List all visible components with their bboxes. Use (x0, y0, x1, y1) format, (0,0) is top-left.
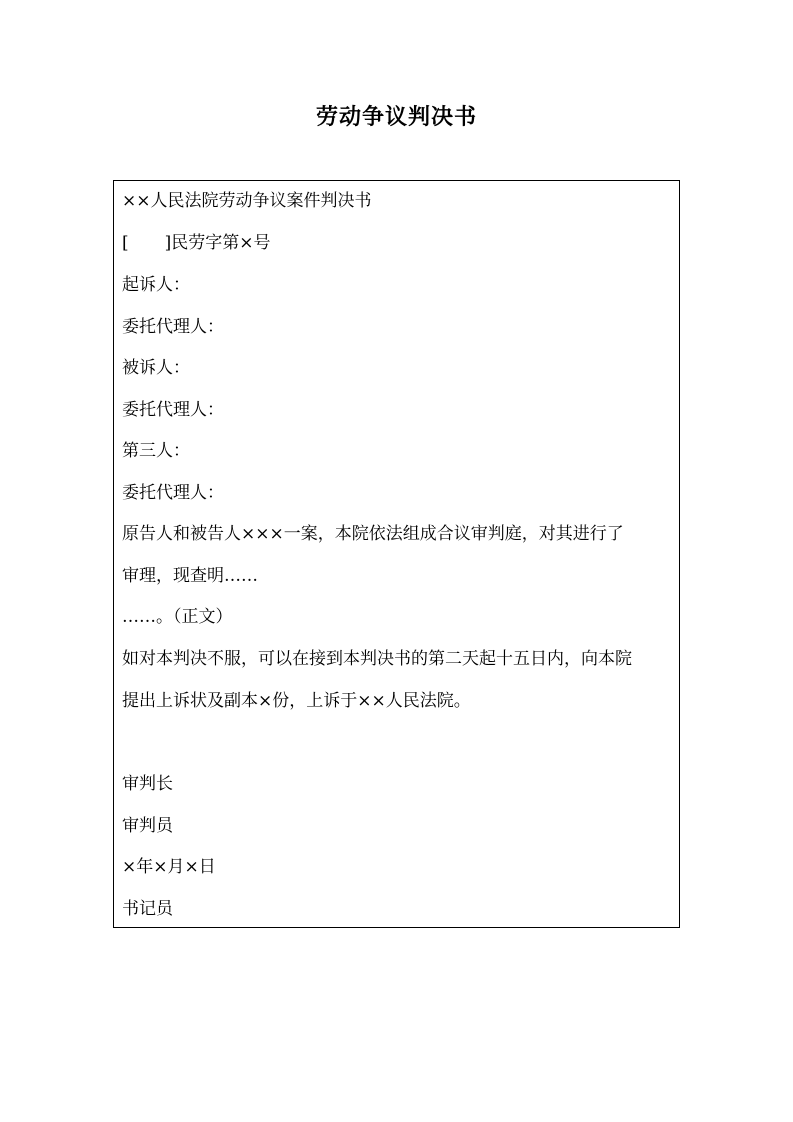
body-text-line-3: ……。（正文） (122, 607, 233, 627)
case-number-rest: ]民劳字第×号 (164, 233, 271, 253)
defendant-label: 被诉人： (122, 358, 190, 378)
judgment-form-box (113, 180, 680, 928)
case-number (122, 231, 271, 255)
appeal-text-line-1: 如对本判决不服，可以在接到本判决书的第二天起十五日内，向本院 (122, 649, 632, 669)
document-title: 劳动争议判决书 (315, 104, 477, 130)
body-text-line-2: 审理，现查明…… (122, 566, 258, 586)
third-party-agent-label: 委托代理人： (122, 483, 224, 503)
appeal-text-line-2: 提出上诉状及副本×份，上诉于××人民法院。 (122, 691, 471, 711)
judgment-date: ×年×月×日 (122, 857, 216, 877)
defendant-agent-label: 委托代理人： (122, 400, 224, 420)
plaintiff-agent-label: 委托代理人： (122, 317, 224, 337)
body-text-line-1: 原告人和被告人×××一案，本院依法组成合议审判庭，对其进行了 (122, 524, 624, 544)
judge-label: 审判员 (122, 816, 173, 836)
clerk-label: 书记员 (122, 899, 173, 919)
court-heading: ××人民法院劳动争议案件判决书 (122, 191, 372, 211)
presiding-judge-label: 审判长 (122, 774, 173, 794)
third-party-label: 第三人： (122, 441, 190, 461)
case-number-open-bracket: [ (122, 233, 129, 253)
plaintiff-label: 起诉人： (122, 275, 190, 295)
